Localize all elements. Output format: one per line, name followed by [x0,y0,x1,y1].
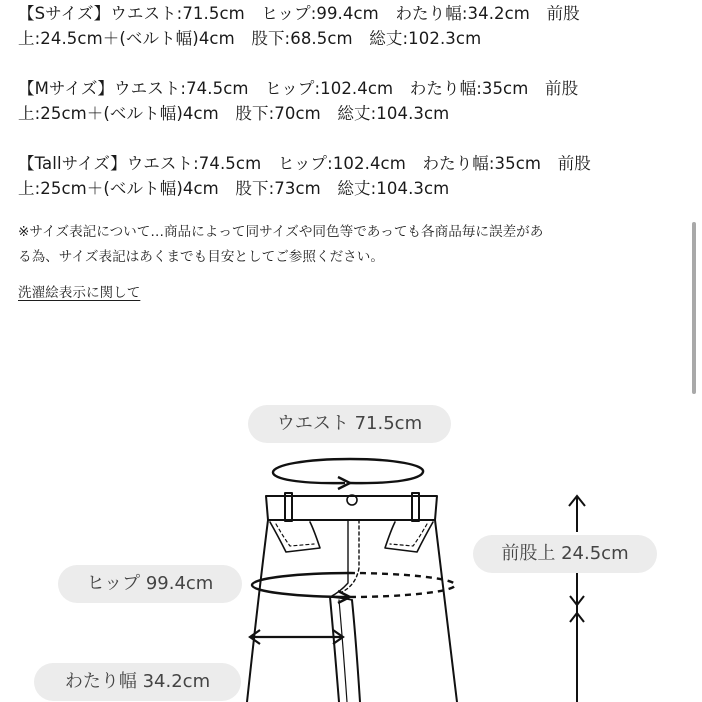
thigh-arrow-right-icon [333,630,343,644]
size-note-line1: ※サイズ表記について…商品によって同サイズや同色等であっても各商品毎に誤差があ [18,224,544,240]
front-rise-measure [569,496,585,702]
waist-arrow-icon [338,477,350,489]
rise-arrow-down-icon [570,596,584,605]
size-spec-tall [18,151,686,201]
hip-ellipse [252,573,350,597]
waist-button-icon [347,495,357,505]
right-leg-inner [352,600,360,702]
rise-arrow-mid-icon [570,613,584,622]
size-spec-s-line2: 上:24.5cm＋(ベルト幅)4cm 股下:68.5cm 総丈:102.3cm [18,29,482,48]
belt-loop-right [412,493,419,521]
pants-outline [247,493,457,702]
pocket-right [385,522,433,552]
left-leg-inner [330,597,339,702]
left-leg-inner-stitch [339,600,347,702]
hip-arrow-icon [338,591,350,603]
scrollbar-thumb[interactable] [692,222,696,394]
hip-ellipse-dashed [350,573,455,597]
pocket-right-stitch [390,524,427,546]
size-spec-s [18,1,686,51]
left-outer-seam [247,520,268,702]
rise-arrow-up-icon [569,496,585,506]
waist-measure [273,459,423,489]
size-spec-tall-line1: 【Tallサイズ】ウエスト:74.5cm ヒップ:102.4cm わたり幅:35cm 前股 [18,154,591,173]
waist-ellipse [273,459,423,483]
size-spec-m [18,76,686,126]
crotch-curve [330,597,352,600]
size-spec-m-line1: 【Mサイズ】ウエスト:74.5cm ヒップ:102.4cm わたり幅:35cm 前股 [18,79,579,98]
size-spec-m-line2: 上:25cm＋(ベルト幅)4cm 股下:70cm 総丈:104.3cm [18,104,450,123]
right-outer-seam [435,520,457,702]
size-note [18,220,688,270]
thigh-label: わたり幅 34.2cm [34,663,241,701]
care-label-link[interactable]: 洗濯絵表示に関して [18,285,141,301]
hip-label: ヒップ 99.4cm [58,565,242,603]
thigh-measure [250,630,343,644]
front-rise-label: 前股上 24.5cm [473,535,657,573]
size-spec-s-line1: 【Sサイズ】ウエスト:71.5cm ヒップ:99.4cm わたり幅:34.2cm 前股 [18,4,580,23]
size-spec-tall-line2: 上:25cm＋(ベルト幅)4cm 股下:73cm 総丈:104.3cm [18,179,450,198]
size-note-line2: る為、サイズ表記はあくまでも目安としてご参照ください。 [18,249,384,265]
thigh-arrow-left-icon [250,630,260,644]
waist-label: ウエスト 71.5cm [248,405,451,443]
belt-loop-left [285,493,292,521]
hip-measure [252,573,455,603]
pocket-left [270,522,320,552]
fly-stitch-line [342,520,359,592]
pocket-left-stitch [276,524,314,546]
waistband [266,496,437,520]
fly-stitch [330,520,348,597]
